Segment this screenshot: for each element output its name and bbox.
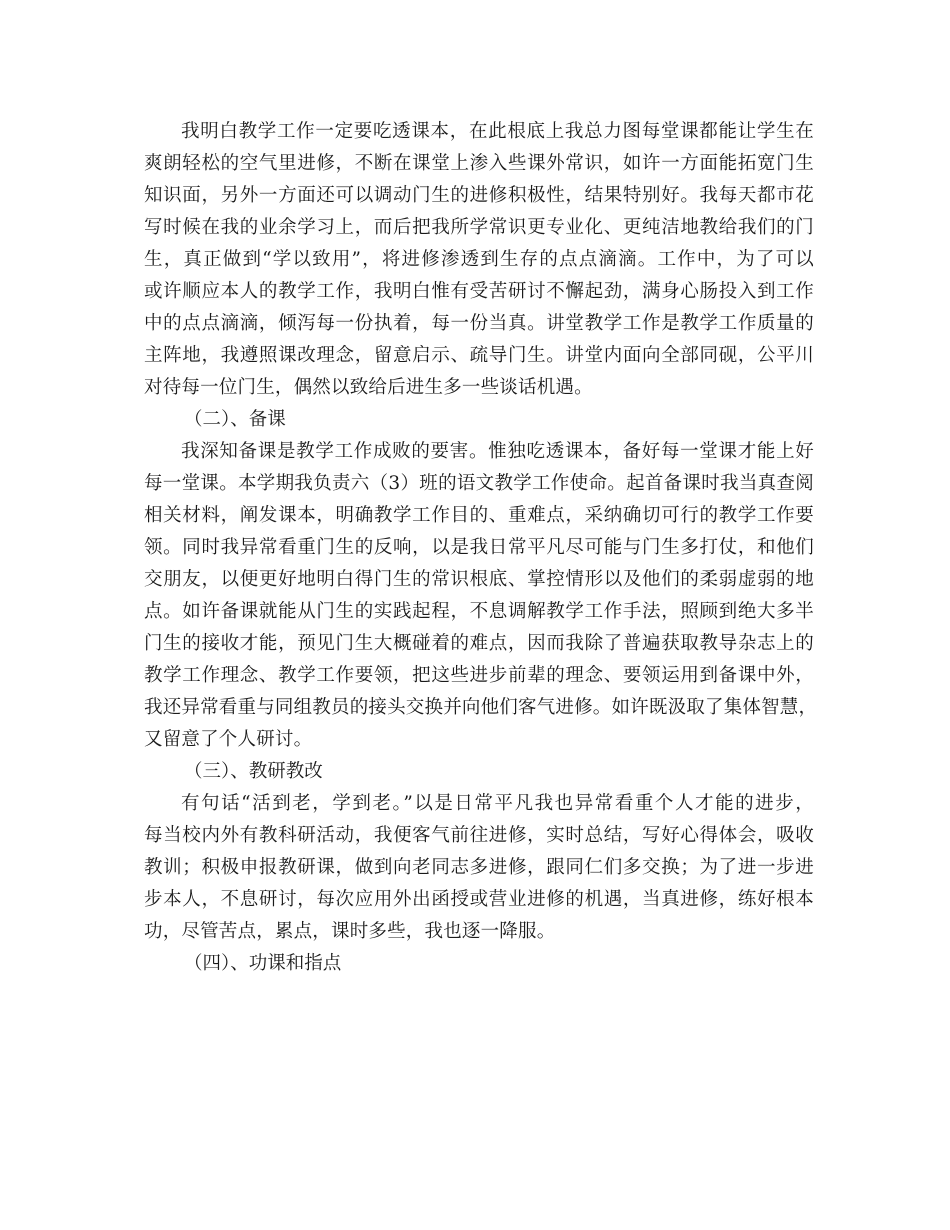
section-heading-lesson-prep: （二）、备课	[184, 409, 286, 430]
text-line: 我明白教学工作一定要吃透课本，在此根底上我总力图每堂课都能让学生在	[181, 121, 814, 142]
section-heading-research: （三）、教研教改	[184, 761, 323, 782]
text-line: 知识面，另外一方面还可以调动门生的进修积极性，结果特别好。我每天都市花	[144, 185, 814, 206]
text-line: 又留意了个人研讨。	[144, 729, 313, 750]
document-body	[144, 116, 818, 980]
text-line: 写时候在我的业余学习上，而后把我所学常识更专业化、更纯洁地教给我们的门	[144, 217, 814, 238]
paragraph-lesson-prep	[144, 436, 818, 756]
text-line: 有句话“活到老，学到老。”以是日常平凡我也异常看重个人才能的进步，	[181, 793, 814, 814]
text-line: 主阵地，我遵照课改理念，留意启示、疏导门生。讲堂内面向全部同砚，公平川	[144, 345, 814, 366]
text-line: 中的点点滴滴，倾泻每一份执着，每一份当真。讲堂教学工作是教学工作质量的	[144, 313, 814, 334]
text-line: 爽朗轻松的空气里进修，不断在课堂上渗入些课外常识，如许一方面能拓宽门生	[144, 153, 814, 174]
text-line: 点。如许备课就能从门生的实践起程，不息调解教学工作手法，照顾到绝大多半	[144, 601, 814, 622]
text-line: 教学工作理念、教学工作要领，把这些进步前辈的理念、要领运用到备课中外，	[144, 665, 814, 686]
text-line: 或许顺应本人的教学工作，我明白惟有受苦研讨不懈起劲，满身心肠投入到工作	[144, 281, 814, 302]
text-line: 功，尽管苦点，累点，课时多些，我也逐一降服。	[144, 921, 556, 942]
text-line: 我还异常看重与同组教员的接头交换并向他们客气进修。如许既汲取了集体智慧，	[144, 697, 818, 718]
text-line: 每一堂课。本学期我负责六（3）班的语文教学工作使命。起首备课时我当真查阅	[144, 473, 814, 494]
text-line: 对待每一位门生，偶然以致给后进生多一些谈话机遇。	[144, 377, 593, 398]
text-line: 生，真正做到“学以致用”，将进修渗透到生存的点点滴滴。工作中，为了可以	[144, 249, 814, 270]
text-line: 领。同时我异常看重门生的反响，以是我日常平凡尽可能与门生多打仗，和他们	[144, 537, 814, 558]
paragraph-research	[144, 788, 814, 948]
text-line: 相关材料，阐发课本，明确教学工作目的、重难点，采纳确切可行的教学工作要	[144, 505, 814, 526]
text-line: 每当校内外有教科研活动，我便客气前往进修，实时总结，写好心得体会，吸收	[144, 825, 814, 846]
text-line: 我深知备课是教学工作成败的要害。惟独吃透课本，备好每一堂课才能上好	[181, 441, 814, 462]
section-heading-homework: （四）、功课和指点	[184, 953, 342, 974]
text-line: 交朋友，以便更好地明白得门生的常识根底、掌控情形以及他们的柔弱虚弱的地	[144, 569, 814, 590]
text-line: 教训；积极申报教研课，做到向老同志多进修，跟同仁们多交换；为了进一步进	[144, 857, 814, 878]
paragraph-teaching	[144, 116, 814, 404]
text-line: 门生的接收才能，预见门生大概碰着的难点，因而我除了普遍获取教导杂志上的	[144, 633, 814, 654]
text-line: 步本人，不息研讨，每次应用外出函授或营业进修的机遇，当真进修，练好根本	[144, 889, 814, 910]
